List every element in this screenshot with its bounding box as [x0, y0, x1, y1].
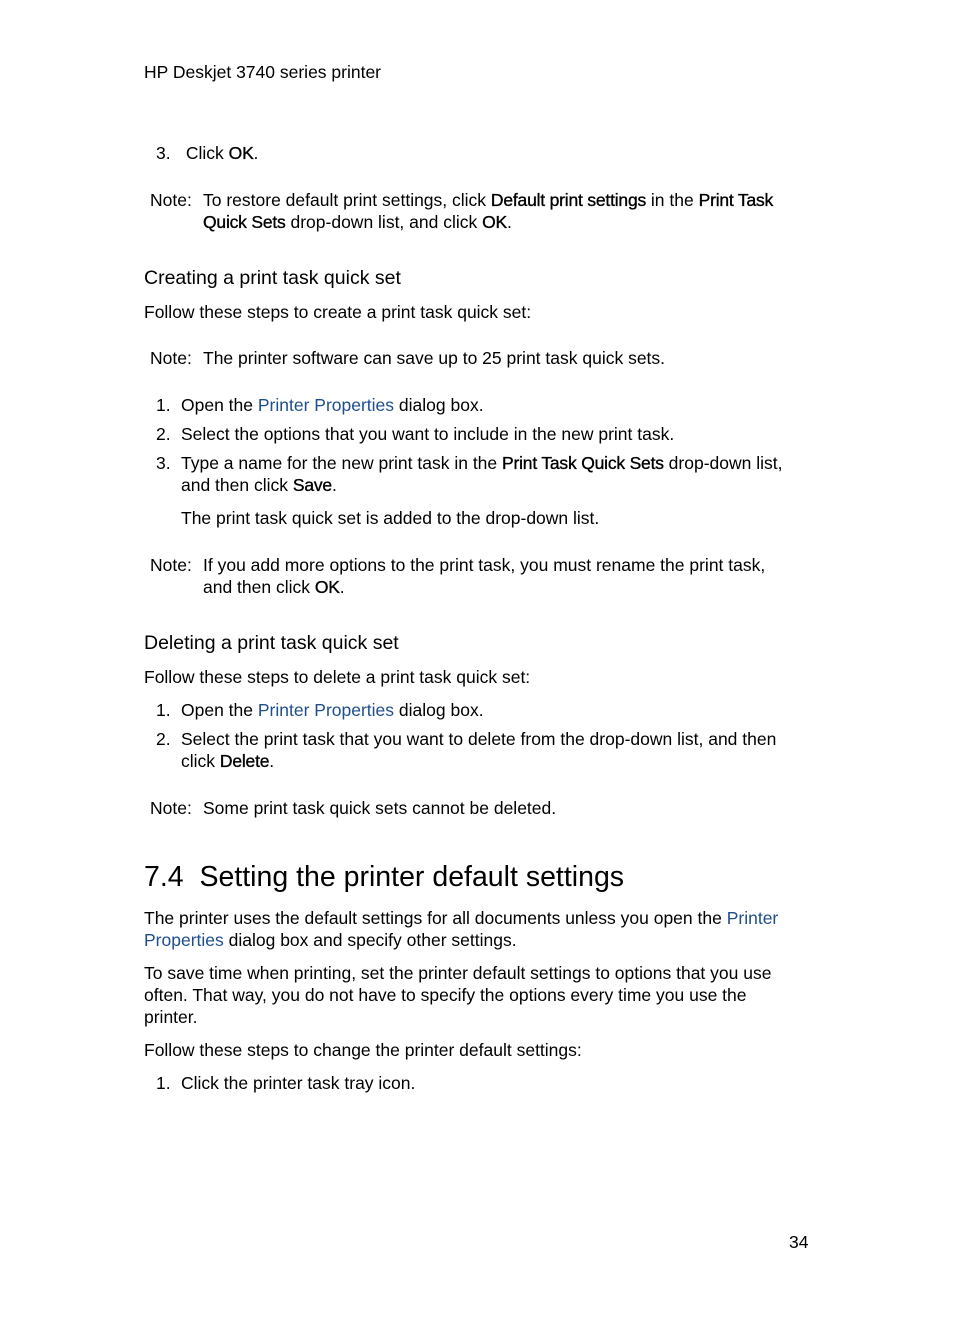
text: Open the — [181, 700, 258, 720]
text: Open the — [181, 395, 258, 415]
list-number: 3. — [156, 143, 171, 163]
text: The printer uses the default settings for all documents unless you open the — [144, 908, 727, 928]
text: dialog box. — [394, 395, 484, 415]
section-heading: 7.4 Setting the printer default settings — [144, 861, 625, 893]
list-number: 3. — [156, 453, 171, 473]
list-item — [144, 143, 258, 164]
list-item-line2 — [181, 475, 337, 496]
text: dialog box and specify other settings. — [223, 930, 517, 950]
list-number: 2. — [156, 424, 171, 444]
paragraph — [144, 908, 778, 929]
text: in the — [646, 190, 699, 210]
ui-term: OK — [314, 577, 340, 597]
paragraph-line2 — [144, 930, 517, 951]
note-text-line2 — [203, 212, 512, 233]
list-number: 1. — [156, 395, 171, 415]
note-text: If you add more options to the print task, you must rename the print task, — [203, 555, 766, 575]
text: click — [181, 751, 220, 771]
list-number: 1. — [156, 700, 171, 720]
ui-term: Delete — [219, 751, 270, 771]
printer-properties-link[interactable]: Printer Properties — [257, 395, 395, 415]
punct: . — [331, 475, 337, 495]
paragraph-line3: printer. — [144, 1007, 198, 1027]
note-label: Note: — [150, 190, 192, 210]
running-header: HP Deskjet 3740 series printer — [144, 62, 382, 82]
note-text-line2 — [203, 577, 345, 598]
ui-term-ok: OK — [228, 143, 254, 163]
list-item-line2 — [181, 751, 274, 772]
text: drop-down list, — [663, 453, 783, 473]
text: drop-down list, and click — [285, 212, 483, 232]
ui-term: Quick Sets — [203, 212, 286, 232]
note-label: Note: — [150, 348, 192, 368]
note-text: Some print task quick sets cannot be deleted. — [203, 798, 557, 818]
paragraph-line2: often. That way, you do not have to specify the options every time you use the — [144, 985, 747, 1005]
list-item — [181, 395, 484, 416]
result-text: The print task quick set is added to the drop-down list. — [181, 508, 600, 528]
ui-term: Print Task Quick Sets — [502, 453, 664, 473]
list-item: Click the printer task tray icon. — [181, 1073, 416, 1093]
text: and then click — [181, 475, 293, 495]
printer-properties-link[interactable]: Properties — [144, 930, 224, 950]
punct: . — [253, 143, 259, 163]
list-number: 2. — [156, 729, 171, 749]
text: To restore default print settings, click — [203, 190, 491, 210]
note-text: The printer software can save up to 25 print task quick sets. — [203, 348, 666, 368]
ui-term: Print Task — [698, 190, 774, 210]
list-item — [181, 453, 782, 474]
list-item: Select the options that you want to include in the new print task. — [181, 424, 675, 444]
text: Type a name for the new print task in the — [181, 453, 503, 473]
text: dialog box. — [394, 700, 484, 720]
paragraph: To save time when printing, set the printer default settings to options that you use — [144, 963, 772, 983]
ui-term: OK — [482, 212, 507, 232]
heading-create: Creating a print task quick set — [144, 267, 401, 289]
printer-properties-link[interactable]: Printer — [726, 908, 779, 928]
page-number: 34 — [789, 1232, 809, 1252]
ui-term: Default print settings — [490, 190, 647, 210]
punct: . — [507, 212, 512, 232]
punct: . — [269, 751, 275, 771]
punct: . — [339, 577, 345, 597]
ui-term: Save — [292, 475, 332, 495]
create-intro: Follow these steps to create a print task quick set: — [144, 302, 532, 322]
delete-intro: Follow these steps to delete a print task quick set: — [144, 667, 531, 687]
list-item — [181, 700, 484, 721]
printer-properties-link[interactable]: Printer Properties — [257, 700, 395, 720]
text: and then click — [203, 577, 315, 597]
note-label: Note: — [150, 555, 192, 575]
list-number: 1. — [156, 1073, 171, 1093]
item-text: Click — [185, 143, 229, 163]
paragraph: Follow these steps to change the printer default settings: — [144, 1040, 582, 1060]
note-text — [203, 190, 773, 211]
heading-delete: Deleting a print task quick set — [144, 632, 399, 654]
list-item: Select the print task that you want to delete from the drop-down list, and then — [181, 729, 777, 749]
note-label: Note: — [150, 798, 192, 818]
